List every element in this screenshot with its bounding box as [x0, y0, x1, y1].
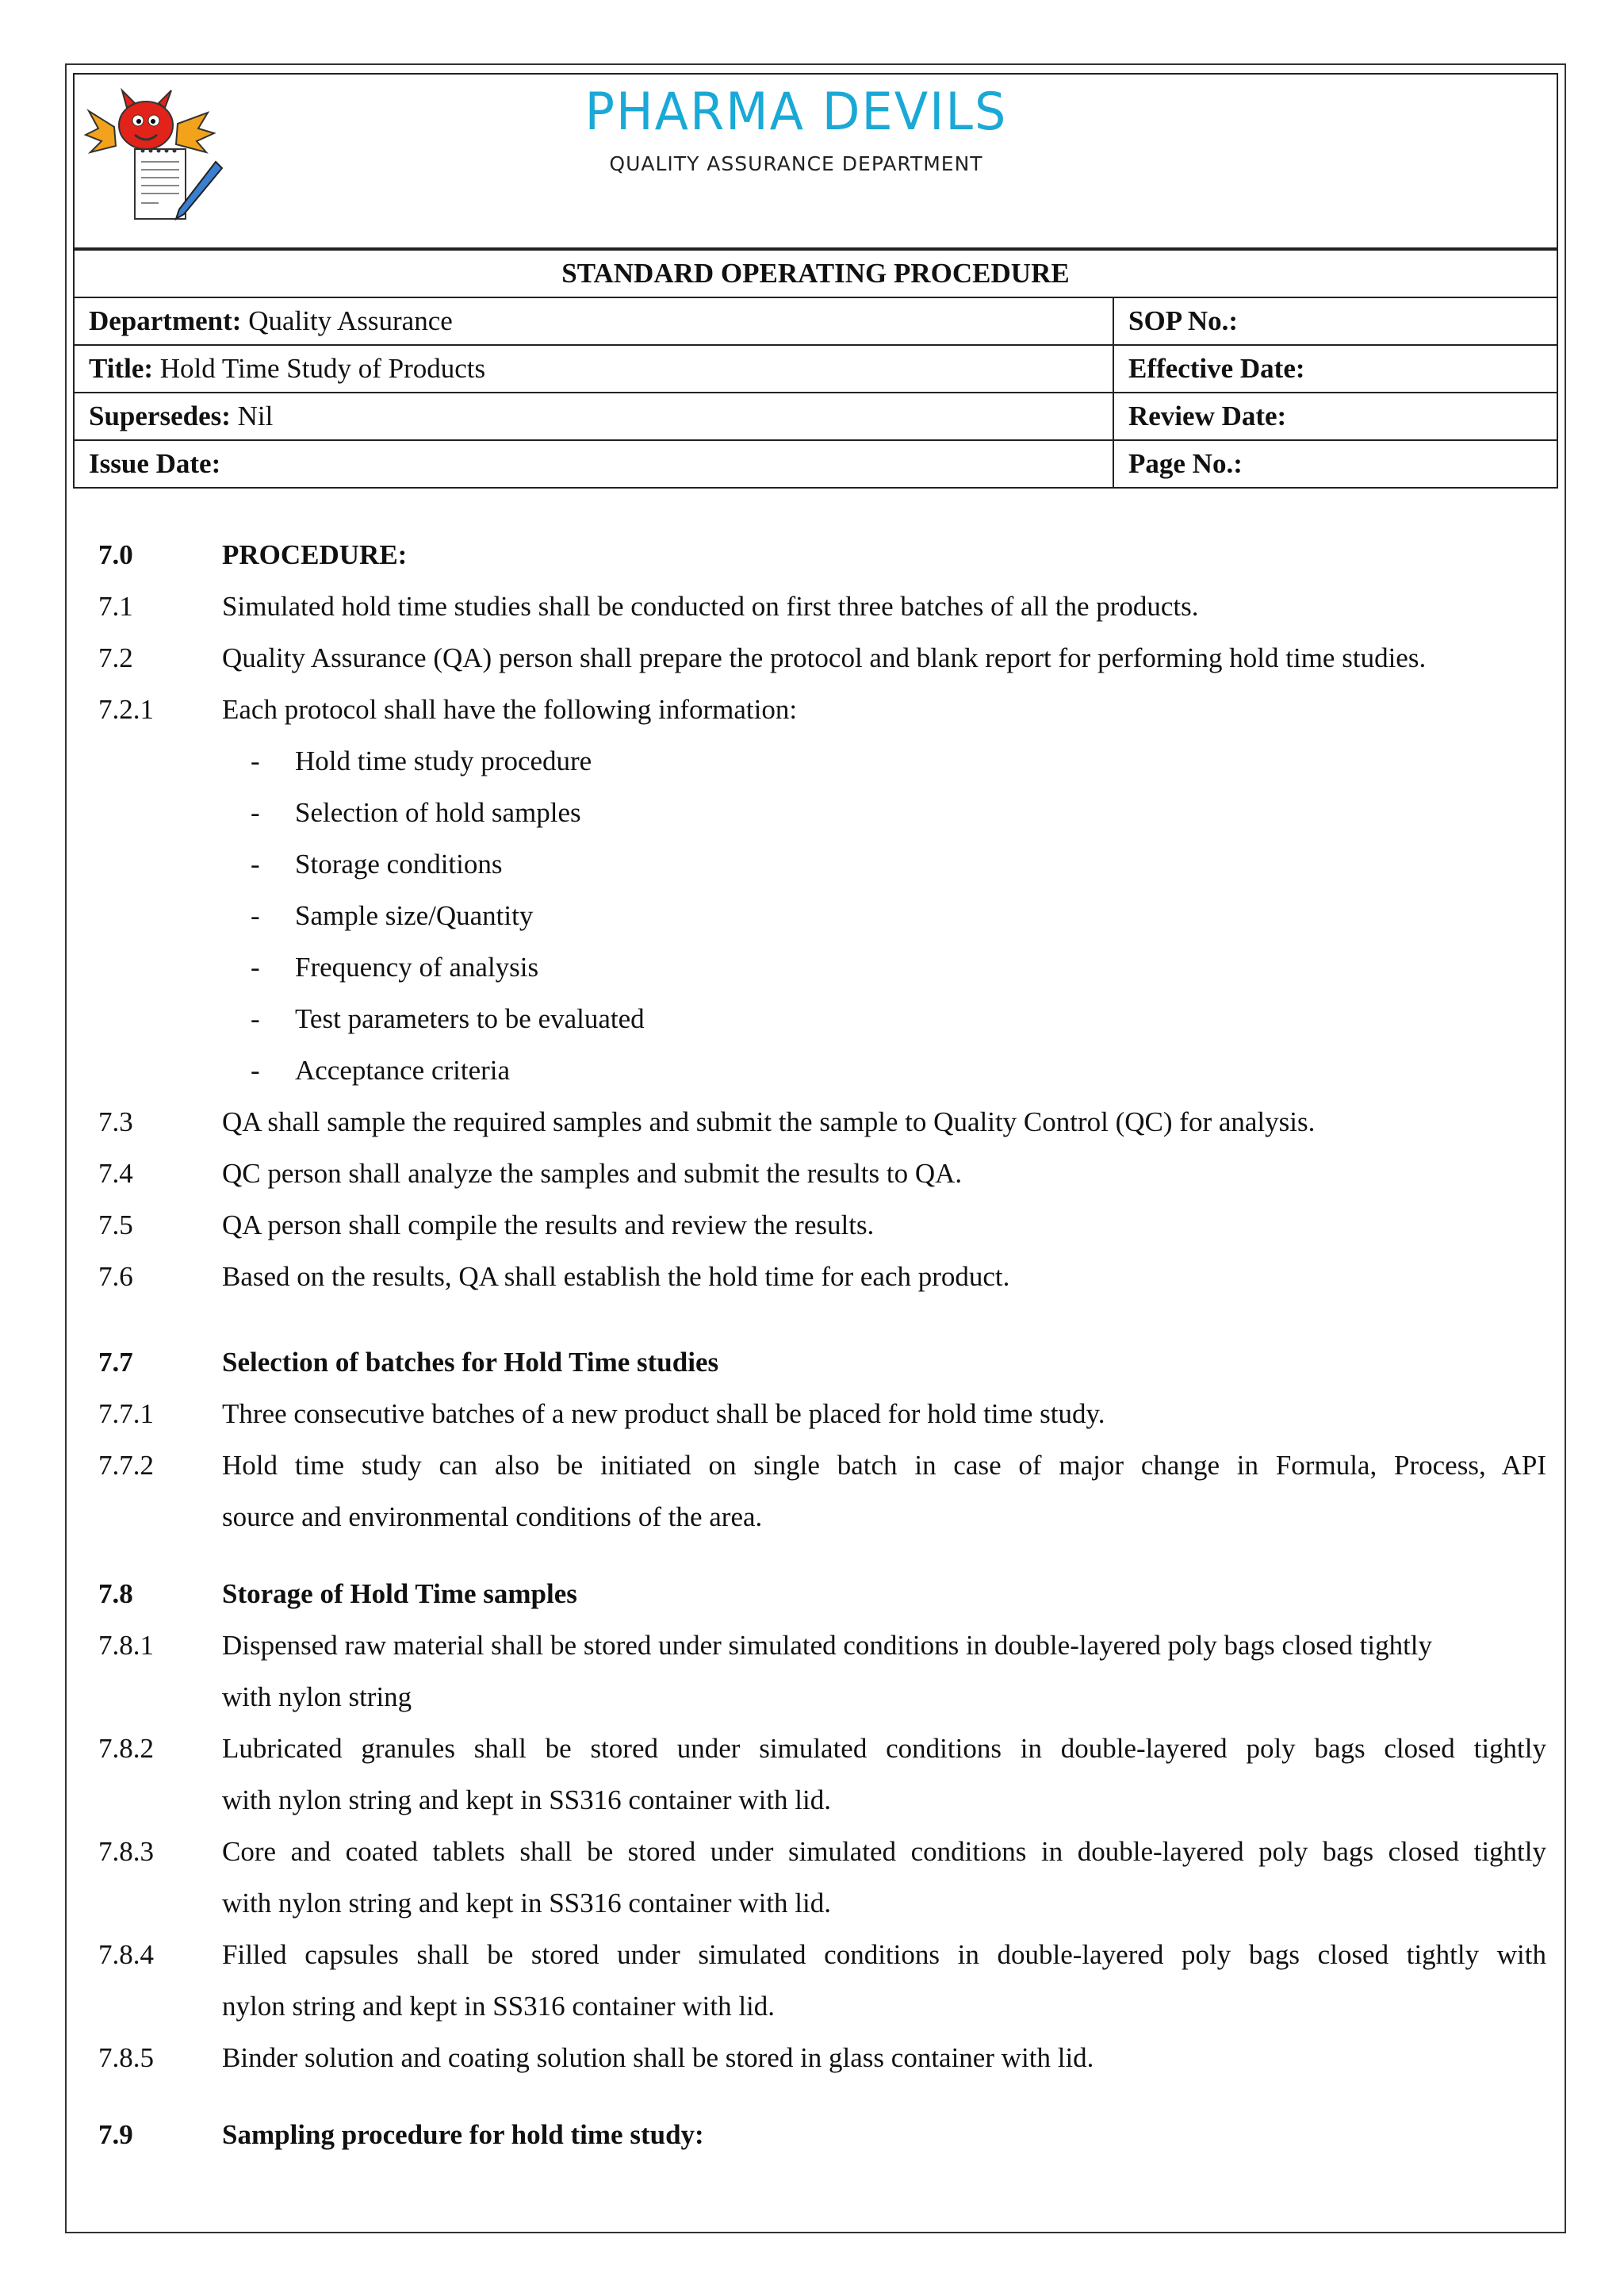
- section-text-line-2: with nylon string: [222, 1681, 412, 1712]
- department-value: Quality Assurance: [241, 305, 453, 336]
- section-number: 7.4: [98, 1158, 133, 1189]
- supersedes-cell: [74, 393, 1113, 440]
- section-number: 7.1: [98, 591, 133, 622]
- bullet-text: Sample size/Quantity: [295, 900, 534, 931]
- department-cell: [74, 297, 1113, 345]
- bullet-text: Frequency of analysis: [295, 952, 539, 983]
- brand-subtitle: QUALITY ASSURANCE DEPARTMENT: [609, 152, 983, 175]
- bullet-dash: -: [251, 746, 260, 776]
- sop-no-label: SOP No.:: [1113, 297, 1557, 345]
- section-text: QA person shall compile the results and review the results.: [222, 1209, 875, 1240]
- section-text: Three consecutive batches of a new product shall be placed for hold time study.: [222, 1398, 1105, 1429]
- section-number: 7.9: [98, 2119, 133, 2150]
- title-cell: [74, 345, 1113, 393]
- effective-date-label: Effective Date:: [1113, 345, 1557, 393]
- bullet-dash: -: [251, 900, 260, 931]
- supersedes-label: Supersedes:: [89, 401, 231, 431]
- section-number: 7.2.1: [98, 694, 154, 725]
- section-text: QC person shall analyze the samples and submit the results to QA.: [222, 1158, 963, 1189]
- section-number: 7.8: [98, 1578, 133, 1609]
- sop-heading: STANDARD OPERATING PROCEDURE: [74, 250, 1557, 297]
- bullet-dash: -: [251, 1055, 260, 1086]
- section-text-line-2: with nylon string and kept in SS316 container with lid.: [222, 1888, 832, 1918]
- section-number: 7.5: [98, 1209, 133, 1240]
- bullet-text: Acceptance criteria: [295, 1055, 511, 1086]
- bullet-text: Test parameters to be evaluated: [295, 1003, 645, 1034]
- section-text-line-1: Lubricated granules shall be stored under simulated conditions in double-layered poly bags closed tightly: [222, 1733, 1546, 1764]
- bullet-dash: -: [251, 1003, 260, 1034]
- section-text: Based on the results, QA shall establish the hold time for each product.: [222, 1261, 1010, 1292]
- section-number: 7.3: [98, 1106, 133, 1137]
- section-number: 7.7.2: [98, 1450, 154, 1481]
- department-label: Department:: [89, 305, 242, 336]
- section-text: QA shall sample the required samples and submit the sample to Quality Control (QC) for analysis.: [222, 1106, 1316, 1137]
- bullet-text: Storage conditions: [295, 849, 503, 880]
- section-text: Binder solution and coating solution shall be stored in glass container with lid.: [222, 2042, 1094, 2073]
- bullet-dash: -: [251, 797, 260, 828]
- sop-header-table: [73, 249, 1558, 489]
- section-text-line-1: Core and coated tablets shall be stored under simulated conditions in double-layered poly bags closed tightly: [222, 1836, 1546, 1867]
- section-number: 7.8.4: [98, 1939, 154, 1970]
- bullet-dash: -: [251, 952, 260, 983]
- page-no-label: Page No.:: [1113, 440, 1557, 488]
- title-label: Title:: [89, 353, 154, 384]
- section-number: 7.6: [98, 1261, 133, 1292]
- supersedes-value: Nil: [230, 401, 274, 431]
- bullet-text: Selection of hold samples: [295, 797, 581, 828]
- section-number: 7.8.5: [98, 2042, 154, 2073]
- section-heading: PROCEDURE:: [222, 539, 408, 570]
- section-number: 7.8.2: [98, 1733, 154, 1764]
- section-text-line-2: with nylon string and kept in SS316 container with lid.: [222, 1784, 832, 1815]
- section-text-line-1: Dispensed raw material shall be stored under simulated conditions in double-layered poly bags closed tightly: [222, 1630, 1433, 1661]
- title-value: Hold Time Study of Products: [153, 353, 486, 384]
- section-text: Simulated hold time studies shall be conducted on first three batches of all the products.: [222, 591, 1199, 622]
- issue-date-label: Issue Date:: [74, 440, 1113, 488]
- brand-title: PHARMA DEVILS: [584, 81, 1008, 142]
- section-number: 7.7: [98, 1347, 133, 1378]
- section-text: Each protocol shall have the following information:: [222, 694, 798, 725]
- section-number: 7.7.1: [98, 1398, 154, 1429]
- bullet-text: Hold time study procedure: [295, 746, 592, 776]
- bullet-dash: -: [251, 849, 260, 880]
- section-heading: Sampling procedure for hold time study:: [222, 2119, 704, 2150]
- section-text-line-2: nylon string and kept in SS316 container with lid.: [222, 1991, 776, 2022]
- review-date-label: Review Date:: [1113, 393, 1557, 440]
- section-number: 7.0: [98, 539, 133, 570]
- section-text: Quality Assurance (QA) person shall prepare the protocol and blank report for performing hold time studies.: [222, 642, 1427, 673]
- section-number: 7.2: [98, 642, 133, 673]
- section-heading: Selection of batches for Hold Time studies: [222, 1347, 719, 1378]
- section-text-line-1: Filled capsules shall be stored under simulated conditions in double-layered poly bags closed tightly with: [222, 1939, 1546, 1970]
- section-text-line-1: Hold time study can also be initiated on single batch in case of major change in Formula, Process, API: [222, 1450, 1546, 1481]
- section-heading: Storage of Hold Time samples: [222, 1578, 577, 1609]
- section-number: 7.8.1: [98, 1630, 154, 1661]
- section-number: 7.8.3: [98, 1836, 154, 1867]
- section-text-line-2: source and environmental conditions of the area.: [222, 1501, 763, 1532]
